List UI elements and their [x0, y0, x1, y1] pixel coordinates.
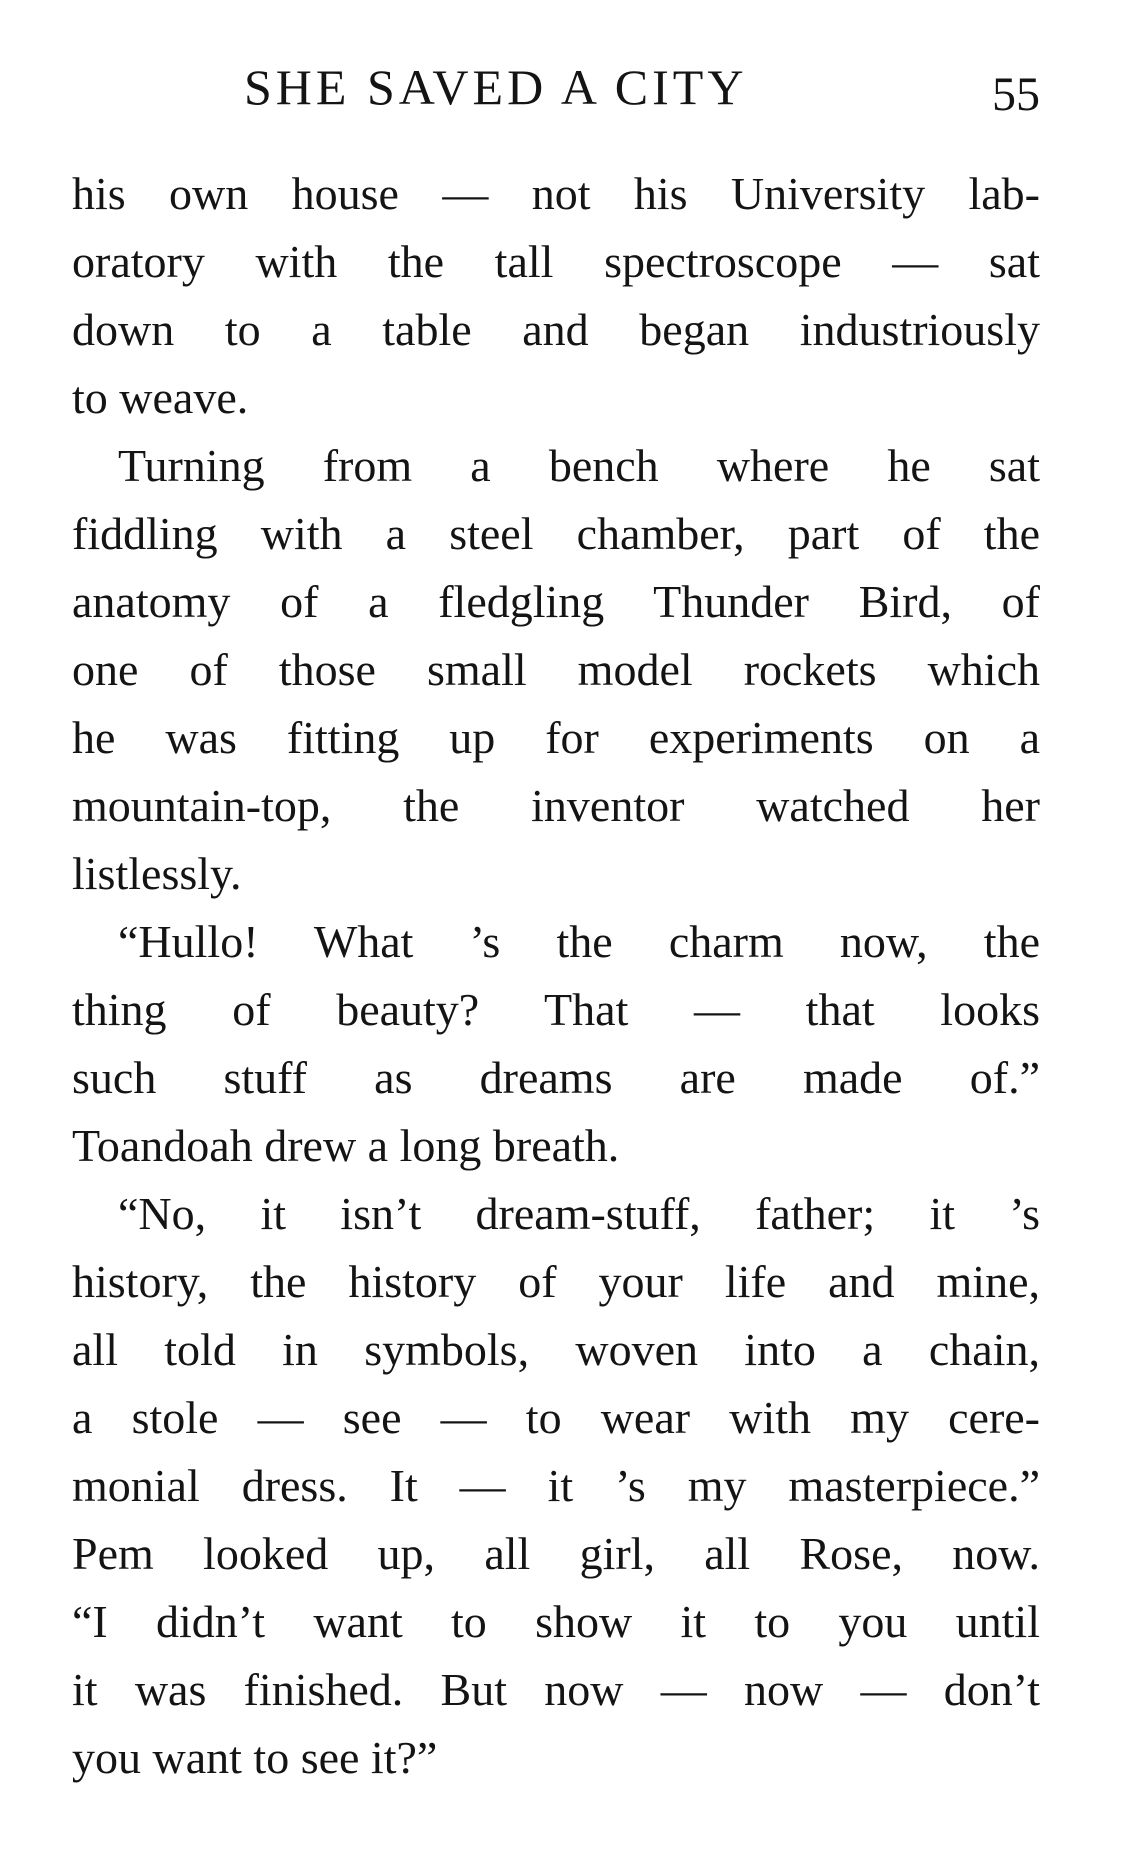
text-line: “Hullo! What ’s the charm now, the [118, 916, 1040, 967]
text-line: anatomy of a fledgling Thunder Bird, of [72, 576, 1040, 627]
text-line: “I didn’t want to show it to you until [72, 1596, 1040, 1647]
text-line: down to a table and began industriously [72, 304, 1040, 355]
paragraph [72, 908, 1040, 1180]
text-line: such stuff as dreams are made of.” [72, 1052, 1040, 1103]
text-line: Pem looked up, all girl, all Rose, now. [72, 1528, 1040, 1579]
text-line: you want to see it?” [72, 1732, 438, 1783]
paragraph [72, 432, 1040, 908]
text-line: oratory with the tall spectroscope — sat [72, 236, 1040, 287]
text-line: all told in symbols, woven into a chain, [72, 1324, 1040, 1375]
text-line: his own house — not his University lab- [72, 168, 1040, 219]
text-line: history, the history of your life and mine, [72, 1256, 1040, 1307]
text-line: “No, it isn’t dream-stuff, father; it ’s [118, 1188, 1040, 1239]
body-text [72, 160, 1040, 1792]
text-line: he was fitting up for experiments on a [72, 712, 1040, 763]
text-line: a stole — see — to wear with my cere- [72, 1392, 1040, 1443]
page-number: 55 [992, 68, 1040, 121]
text-line: to weave. [72, 372, 249, 423]
text-line: mountain-top, the inventor watched her [72, 780, 1040, 831]
text-line: listlessly. [72, 848, 242, 899]
paragraph [72, 160, 1040, 432]
text-line: fiddling with a steel chamber, part of the [72, 508, 1040, 559]
text-line: thing of beauty? That — that looks [72, 984, 1040, 1035]
running-head-title: SHE SAVED A CITY [244, 59, 748, 115]
text-line: it was finished. But now — now — don’t [72, 1664, 1040, 1715]
running-head [72, 52, 1040, 122]
paragraph [72, 1180, 1040, 1792]
text-line: one of those small model rockets which [72, 644, 1040, 695]
text-line: monial dress. It — it ’s my masterpiece.” [72, 1460, 1040, 1511]
text-line: Toandoah drew a long breath. [72, 1120, 620, 1171]
text-line: Turning from a bench where he sat [118, 440, 1040, 491]
